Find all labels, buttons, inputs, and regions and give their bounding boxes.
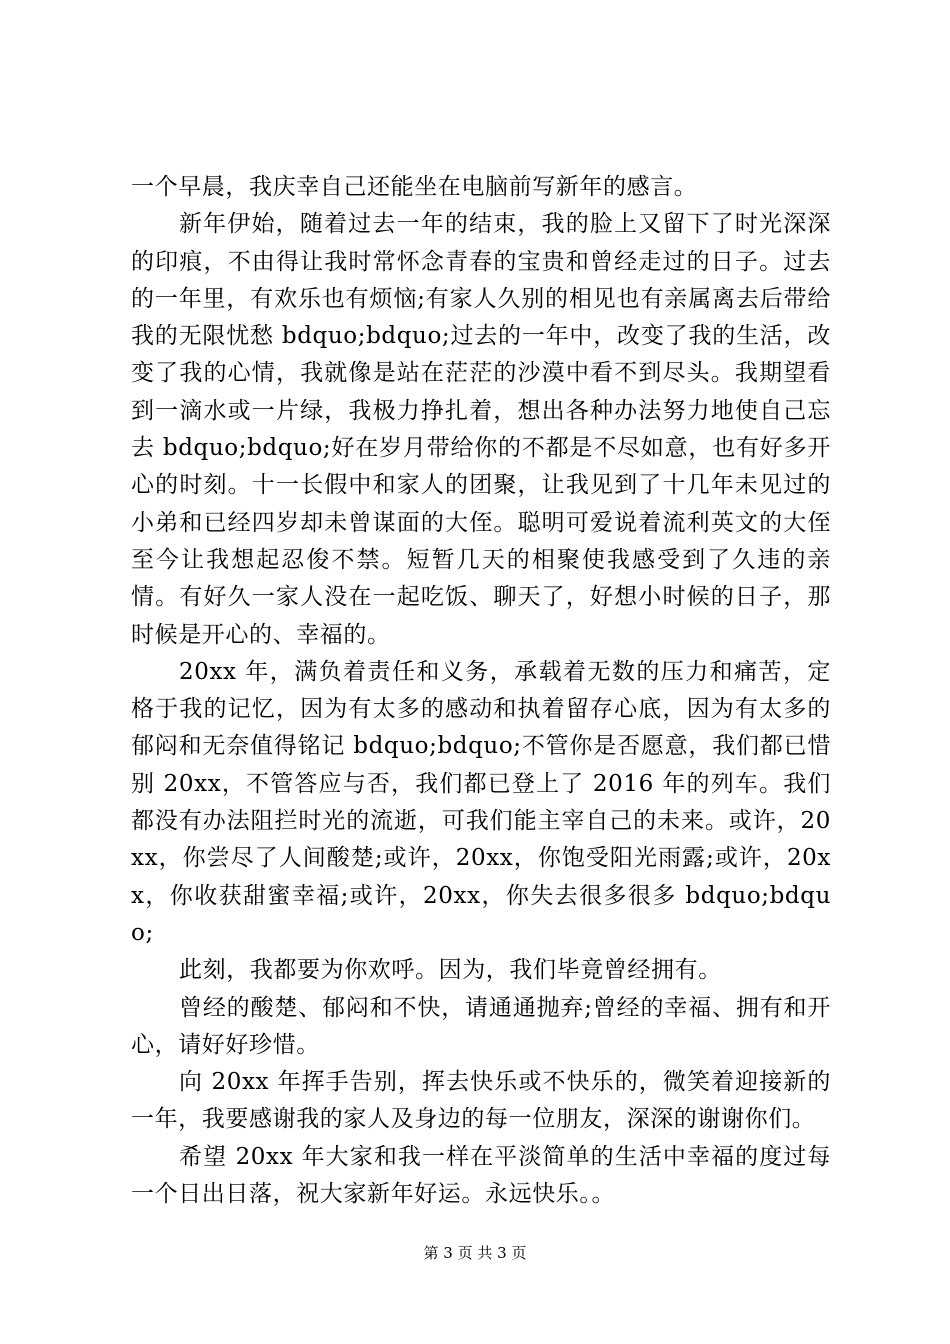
paragraph-4: 此刻，我都要为你欢呼。因为，我们毕竟曾经拥有。 [179,957,722,984]
paragraph-7: 希望 20xx 年大家和我一样在平淡简单的生活中幸福的度过每一个日出日落，祝大家新年好运。永远快乐。。 [131,1143,831,1208]
paragraph-3: 20xx 年，满负着责任和义务，承载着无数的压力和痛苦，定格于我的记忆，因为有太多的感动和执着留存心底，因为有太多的郁闷和无奈值得铭记 bdquo;bdquo;不管你是否愿意，我们都已惜别 20xx，不管答应与否，我们都已登上了 2016 年的列车。我们都没有办法阻拦时光的流逝，可我们能主宰自己的未来。或许，20xx，你尝尽了人间酸楚;或许，20xx，你饱受阳光雨露;或许，20xx，你收获甜蜜幸福;或许，20xx，你失去很多很多 bdquo;bdquo; [131,658,831,946]
page-number-footer: 第 3 页 共 3 页 [423,1244,527,1262]
paragraph-1: 一个早晨，我庆幸自己还能坐在电脑前写新年的感言。 [131,174,698,200]
paragraph-6: 向 20xx 年挥手告别，挥去快乐或不快乐的，微笑着迎接新的一年，我要感谢我的家人及身边的每一位朋友，深深的谢谢你们。 [131,1069,831,1133]
document-body [131,169,831,1213]
paragraph-2: 新年伊始，随着过去一年的结束，我的脸上又留下了时光深深的印痕，不由得让我时常怀念青春的宝贵和曾经走过的日子。过去的一年里，有欢乐也有烦恼;有家人久别的相见也有亲属离去后带给我的无限忧愁 bdquo;bdquo;过去的一年中，改变了我的生活，改变了我的心情，我就像是站在茫茫的沙漠中看不到尽头。我期望看到一滴水或一片绿，我极力挣扎着，想出各种办法努力地使自己忘去 bdquo;bdquo;好在岁月带给你的不都是不尽如意，也有好多开心的时刻。十一长假中和家人的团聚，让我见到了十几年未见过的小弟和已经四岁却未曾谋面的大侄。聪明可爱说着流利英文的大侄至今让我想起忍俊不禁。短暂几天的相聚使我感受到了久违的亲情。有好久一家人没在一起吃饭、聊天了，好想小时候的日子，那时候是开心的、幸福的。 [131,211,831,648]
paragraph-5: 曾经的酸楚、郁闷和不快，请通通抛弃;曾经的幸福、拥有和开心，请好好珍惜。 [131,994,831,1058]
